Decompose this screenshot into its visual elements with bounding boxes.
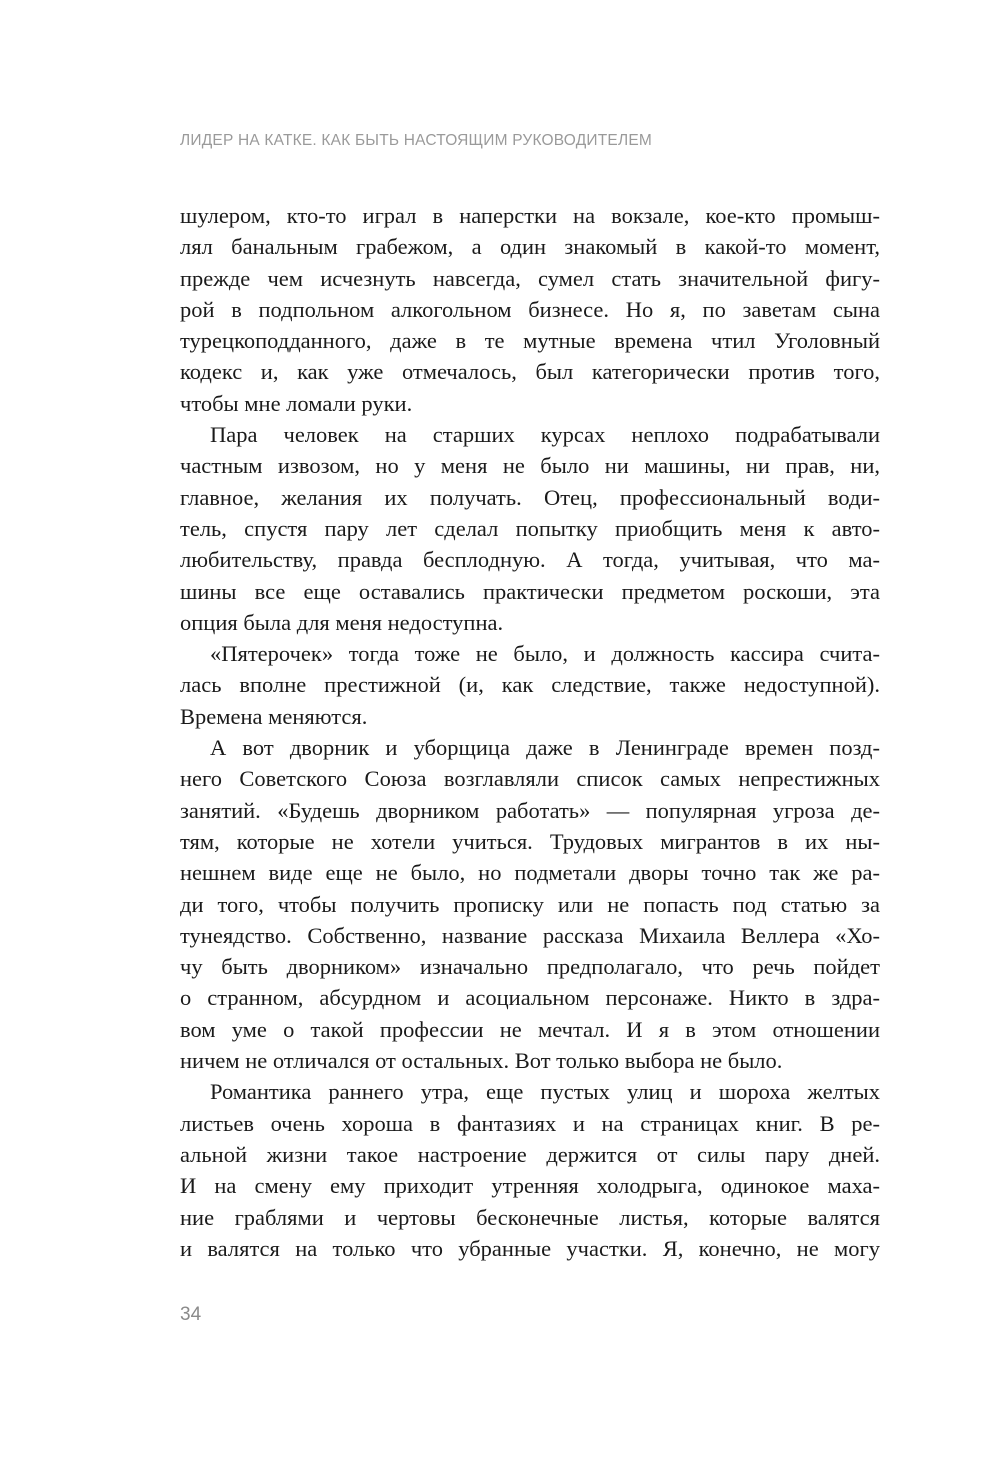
text-line: любительству, правда бесплодную. А тогда, учитывая, что ма-: [180, 547, 880, 573]
text-line: вом уме о такой профессии не мечтал. И я в этом отношении: [180, 1016, 880, 1042]
text-line: «Пятерочек» тогда тоже не было, и должность кассира счита-: [210, 641, 880, 667]
paragraph: [180, 419, 880, 638]
text-line: Пара человек на старших курсах неплохо подрабатывали: [210, 422, 880, 448]
text-line: тель, спустя пару лет сделал попытку приобщить меня к авто-: [180, 515, 880, 541]
text-line: тунеядство. Собственно, название рассказа Михаила Веллера «Хо-: [180, 922, 880, 948]
text-line: чтобы мне ломали руки.: [180, 390, 413, 416]
text-line: шулером, кто-то играл в наперстки на вокзале, кое-кто промыш-: [180, 203, 880, 228]
text-line: шины все еще оставались практически предметом роскоши, эта: [180, 578, 880, 604]
text-line: опция была для меня недоступна.: [180, 609, 504, 635]
text-line: частным извозом, но у меня не было ни машины, ни прав, ни,: [180, 453, 880, 479]
text-line: занятий. «Будешь дворником работать» — популярная угроза де-: [180, 797, 880, 823]
paragraph: [180, 1076, 880, 1264]
paragraph: [180, 732, 880, 1076]
text-line: ди того, чтобы получить прописку или не попасть под статью за: [180, 891, 880, 917]
text-line: рой в подпольном алкогольном бизнесе. Но я, по заветам сына: [180, 296, 880, 322]
text-line: кодекс и, как уже отмечалось, был категорически против того,: [180, 359, 880, 385]
body-text: [180, 200, 880, 1264]
text-line: чу быть дворником» изначально предполагало, что речь пойдет: [180, 954, 880, 980]
text-line: турецкоподданного, даже в те мутные времена чтил Уголовный: [180, 328, 880, 354]
page-number: 34: [180, 1304, 202, 1325]
text-line: лась вполне престижной (и, как следствие, также недоступной).: [180, 672, 880, 698]
text-line: тям, которые не хотели учиться. Трудовых мигрантов в их ны-: [180, 828, 880, 854]
text-line: И на смену ему приходит утренняя холодрыга, одинокое маха-: [180, 1173, 880, 1199]
paragraph: [180, 638, 880, 732]
text-line: ничем не отличался от остальных. Вот только выбора не было.: [180, 1048, 783, 1074]
text-line: прежде чем исчезнуть навсегда, сумел стать значительной фигу-: [180, 265, 880, 291]
text-line: А вот дворник и уборщица даже в Ленинграде времен позд-: [210, 735, 880, 761]
text-line: листьев очень хороша в фантазиях и на страницах книг. В ре-: [180, 1110, 880, 1136]
text-line: и валятся на только что убранные участки. Я, конечно, не могу: [180, 1235, 880, 1261]
text-line: о странном, абсурдном и асоциальном персонаже. Никто в здра-: [180, 985, 880, 1011]
paragraph: [180, 200, 880, 419]
text-line: альной жизни такое настроение держится от силы пару дней.: [180, 1141, 880, 1167]
running-head: ЛИДЕР НА КАТКЕ. КАК БЫТЬ НАСТОЯЩИМ РУКОВОДИТЕЛЕМ: [180, 132, 652, 149]
text-line: него Советского Союза возглавляли список самых непрестижных: [180, 766, 880, 792]
text-line: нешнем виде еще не было, но подметали дворы точно так же ра-: [180, 860, 880, 886]
text-line: Времена меняются.: [180, 703, 368, 729]
text-line: ние граблями и чертовы бесконечные листья, которые валятся: [180, 1204, 880, 1230]
text-line: лял банальным грабежом, а один знакомый в какой-то момент,: [180, 234, 880, 260]
text-line: Романтика раннего утра, еще пустых улиц и шороха желтых: [210, 1079, 880, 1105]
text-line: главное, желания их получать. Отец, профессиональный води-: [180, 484, 880, 510]
